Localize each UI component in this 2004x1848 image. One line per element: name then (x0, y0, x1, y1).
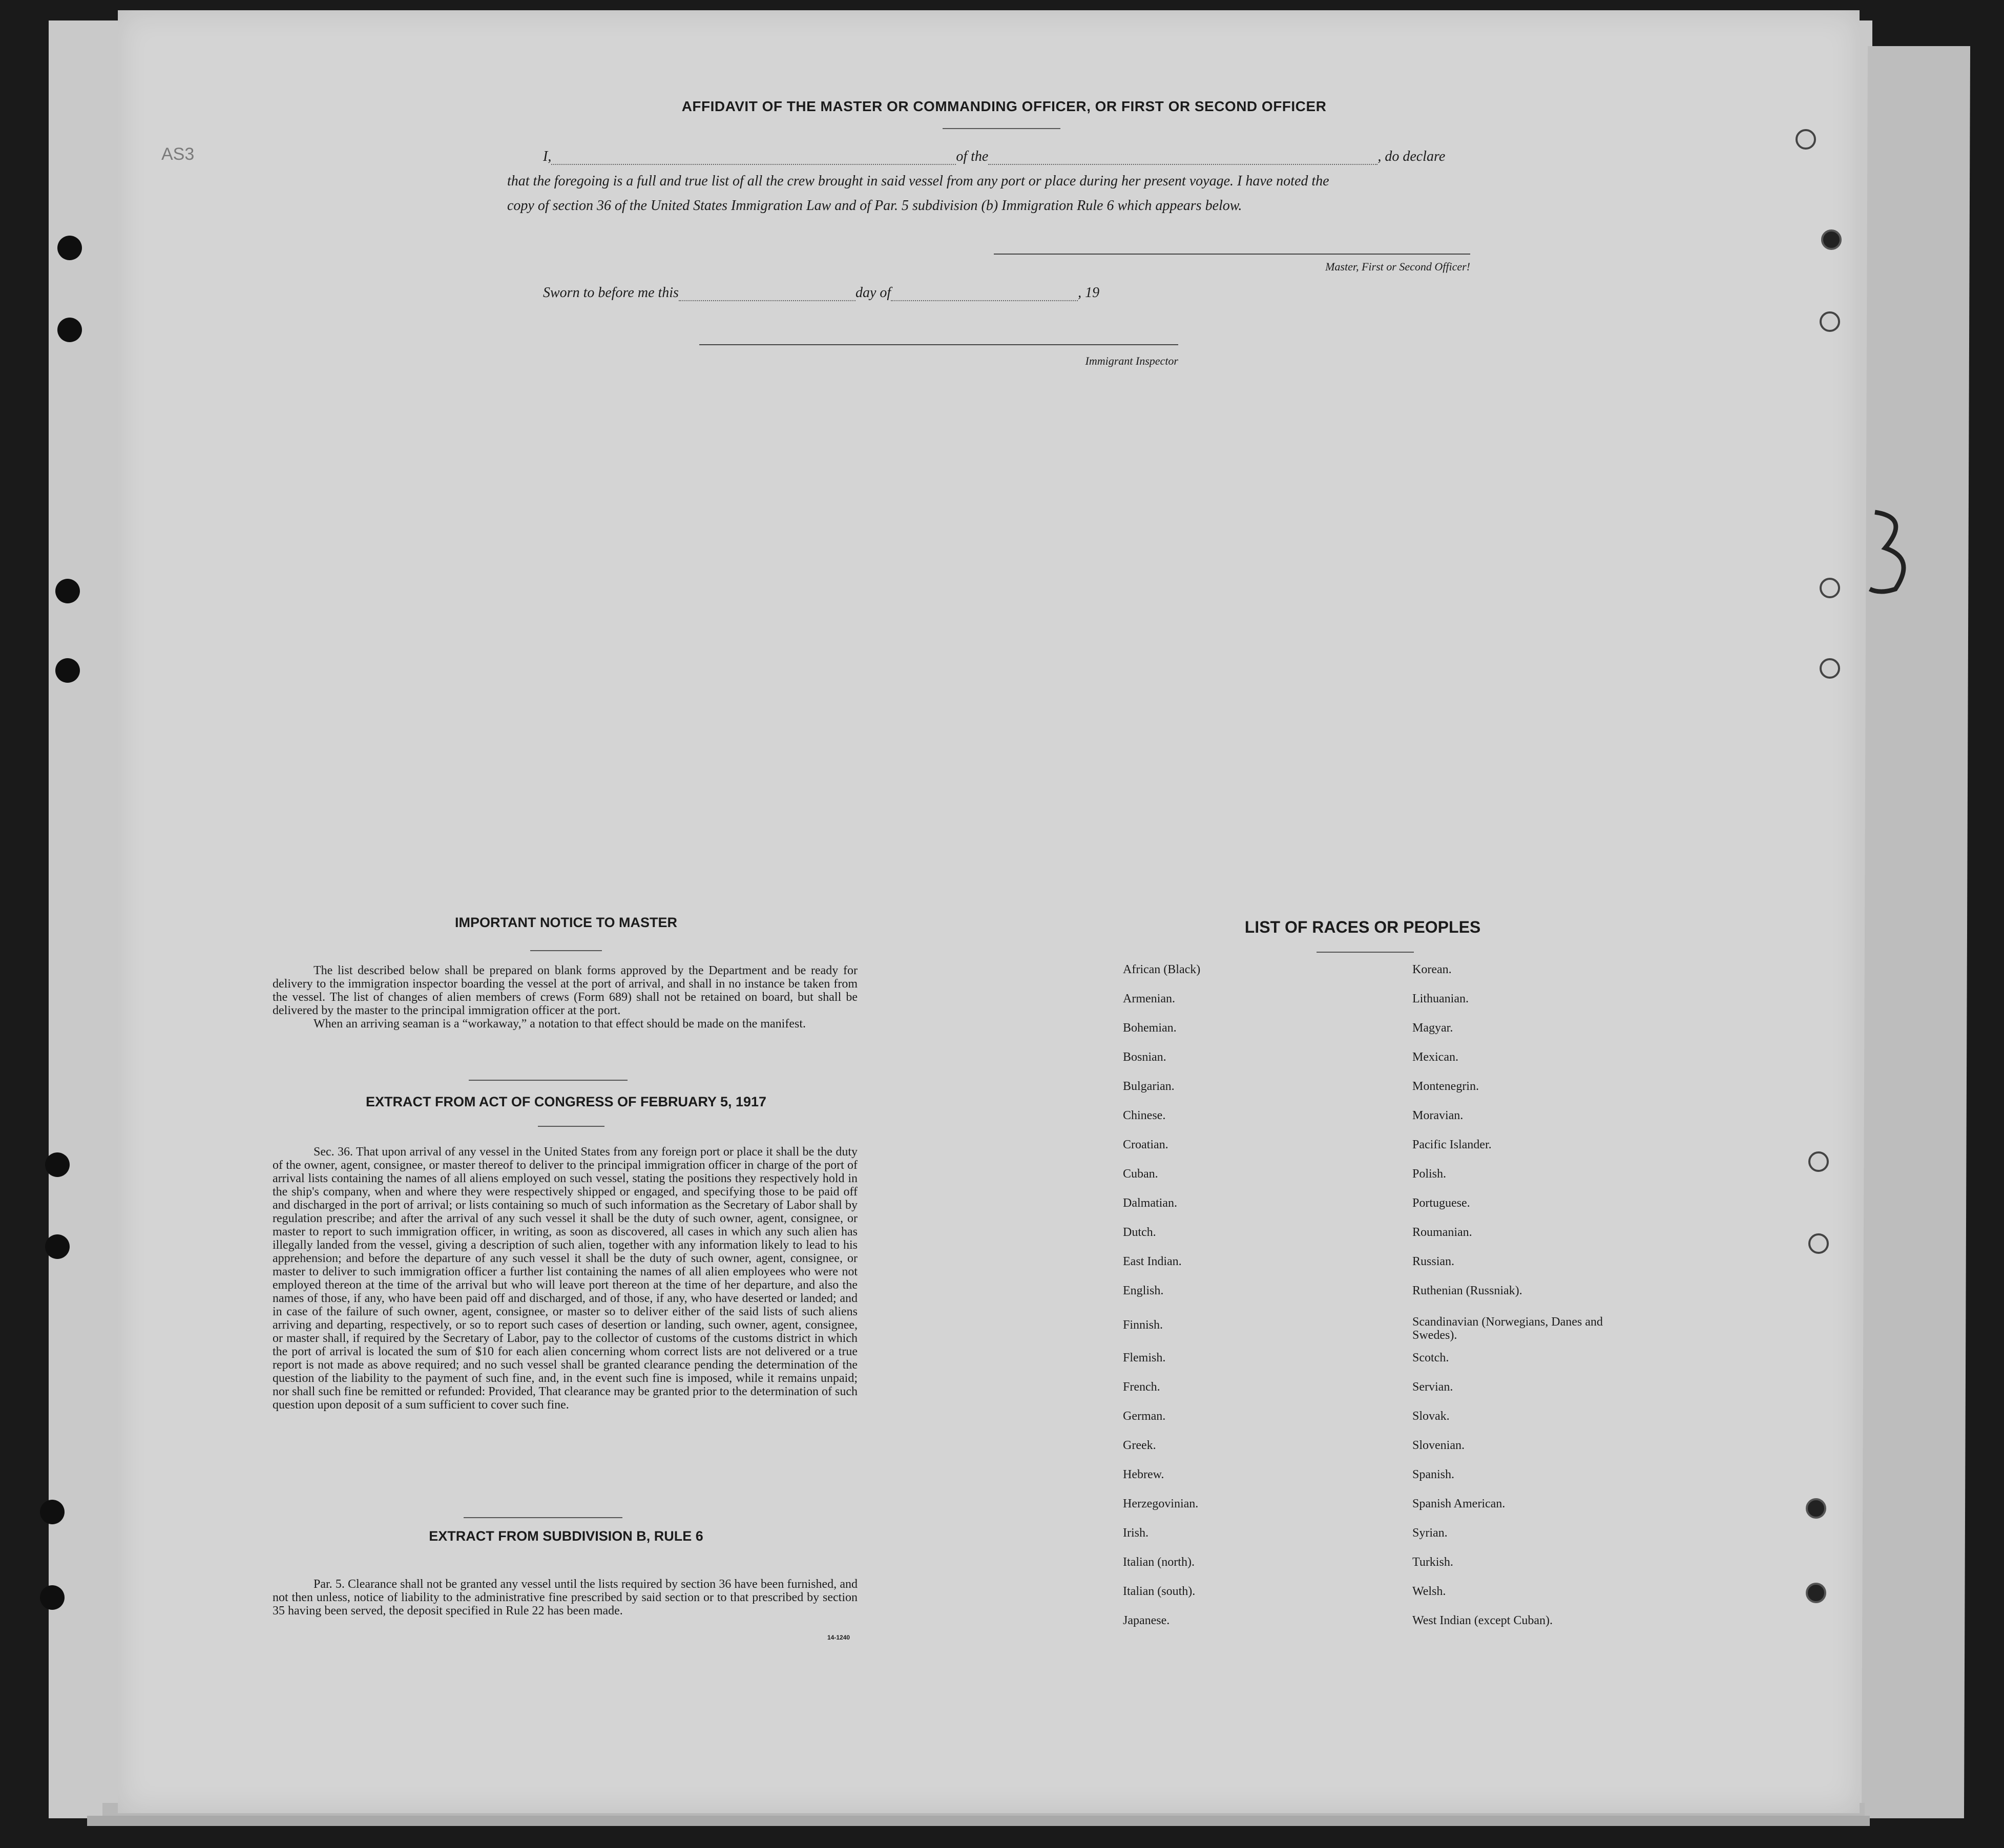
pencil-mark (1865, 502, 1916, 604)
race-item: Cuban. (1123, 1167, 1158, 1181)
binder-ring (1808, 1151, 1829, 1172)
race-item: Mexican. (1412, 1051, 1458, 1064)
race-item: Spanish. (1412, 1468, 1455, 1481)
name-blank[interactable] (551, 151, 956, 165)
race-item: Japanese. (1123, 1614, 1170, 1627)
affidavit-line-1: I, of the , do declare (543, 149, 1446, 164)
race-item: Flemish. (1123, 1351, 1166, 1364)
race-item: East Indian. (1123, 1255, 1182, 1268)
race-item: Slovenian. (1412, 1439, 1465, 1452)
binder-ring (1821, 229, 1842, 250)
race-item: Hebrew. (1123, 1468, 1164, 1481)
race-item: Bohemian. (1123, 1021, 1177, 1035)
race-item: Ruthenian (Russniak). (1412, 1284, 1522, 1297)
officer-signature-line[interactable] (994, 254, 1470, 255)
race-item: Lithuanian. (1412, 992, 1469, 1005)
binder-hole (57, 236, 82, 260)
title-rule (538, 1126, 604, 1127)
race-item: Portuguese. (1412, 1196, 1470, 1210)
title-rule (943, 128, 1060, 129)
title-rule (1317, 952, 1414, 953)
binder-hole (55, 658, 80, 683)
affidavit-line-2: that the foregoing is a full and true list of all the crew brought in said vessel from any port or place during her present voyage. I have noted the (507, 173, 1329, 189)
vessel-blank[interactable] (988, 151, 1377, 165)
section-divider (469, 1080, 628, 1081)
race-item: Pacific Islander. (1412, 1138, 1492, 1151)
binder-ring (1820, 658, 1840, 679)
binder-ring (1820, 311, 1840, 332)
affidavit-title: AFFIDAVIT OF THE MASTER OR COMMANDING OFFICER, OR FIRST OR SECOND OFFICER (681, 98, 1327, 114)
race-item: West Indian (except Cuban). (1412, 1614, 1553, 1627)
binder-hole (45, 1152, 70, 1177)
binder-ring (1806, 1498, 1826, 1519)
race-item: African (Black) (1123, 963, 1201, 976)
binder-ring (1808, 1233, 1829, 1254)
race-item: Bosnian. (1123, 1051, 1166, 1064)
race-item: Herzegovinian. (1123, 1497, 1199, 1510)
race-item: Servian. (1412, 1380, 1453, 1394)
extract-rule-text: Par. 5. Clearance shall not be granted any vessel until the lists required by section 36 have been furnished, and not then unless, notice of liability to the administrative fine prescribed by said section or to that prescribed by section 35 having been served, the deposit specified in Rule 22 has been made. (273, 1578, 858, 1618)
race-item: Italian (north). (1123, 1556, 1195, 1569)
race-item: Magyar. (1412, 1021, 1453, 1035)
race-item: Turkish. (1412, 1556, 1453, 1569)
margin-note: AS3 (161, 144, 195, 164)
race-item: Slovak. (1412, 1410, 1450, 1423)
binder-hole (40, 1500, 65, 1524)
binder-ring (1796, 129, 1816, 150)
race-item: Irish. (1123, 1526, 1149, 1540)
binder-hole (55, 579, 80, 603)
race-item: Spanish American. (1412, 1497, 1506, 1510)
binder-hole (57, 318, 82, 342)
race-item: French. (1123, 1380, 1160, 1394)
race-item: English. (1123, 1284, 1164, 1297)
race-item: Moravian. (1412, 1109, 1464, 1122)
sworn-month-blank[interactable] (891, 287, 1078, 301)
race-item: Montenegrin. (1412, 1080, 1479, 1093)
binder-ring (1820, 578, 1840, 598)
race-item: Korean. (1412, 963, 1452, 976)
binder-hole (40, 1585, 65, 1610)
officer-caption: Master, First or Second Officer! (1325, 260, 1470, 273)
extract-rule-title: EXTRACT FROM SUBDIVISION B, RULE 6 (429, 1528, 703, 1544)
race-item: German. (1123, 1410, 1166, 1423)
race-item: Greek. (1123, 1439, 1156, 1452)
inspector-caption: Immigrant Inspector (1085, 354, 1178, 367)
race-item: Roumanian. (1412, 1226, 1472, 1239)
title-rule (530, 950, 602, 951)
race-item: Scotch. (1412, 1351, 1449, 1364)
race-item: Polish. (1412, 1167, 1447, 1181)
inspector-signature-line[interactable] (699, 344, 1178, 345)
sworn-day-blank[interactable] (679, 287, 855, 301)
affidavit-line-3: copy of section 36 of the United States Immigration Law and of Par. 5 subdivision (b) Immigration Rule 6 which appears below. (507, 198, 1242, 214)
race-item: Dalmatian. (1123, 1196, 1177, 1210)
race-item: Russian. (1412, 1255, 1455, 1268)
form-number: 14-1240 (827, 1634, 850, 1641)
section-divider (464, 1517, 622, 1518)
binder-hole (45, 1234, 70, 1259)
race-item: Bulgarian. (1123, 1080, 1175, 1093)
race-item: Welsh. (1412, 1585, 1446, 1598)
notice-title: IMPORTANT NOTICE TO MASTER (455, 915, 677, 930)
notice-text: The list described below shall be prepared on blank forms approved by the Department and be ready for delivery to the immigration inspector boarding the vessel at the port of arrival, and shall in no instance be taken from the vessel. The list of changes of alien members of crews (Form 689) shall not be retained on board, but shall be delivered by the master to the principal immigration officer at the port. When an arriving seaman is a “workaway,” a notation to that effect should be made on the manifest. (273, 964, 858, 1031)
side-page-edge (1862, 46, 1970, 1818)
race-item: Chinese. (1123, 1109, 1166, 1122)
bottom-page-edge (87, 1816, 1870, 1826)
binder-ring (1806, 1583, 1826, 1603)
extract-act-text: Sec. 36. That upon arrival of any vessel in the United States from any foreign port or place it shall be the duty of the owner, agent, consignee, or master thereof to deliver to the principal immigration officer in charge of the port of arrival lists containing the names of all aliens employed on such vessel, stating the positions they respectively hold in the ship's company, when and where they were respectively shipped or engaged, and specifying those to be paid off and discharged in the port of arrival; or lists containing so much of such information as the Secretary of Labor shall by regulation prescribe; and after the arrival of any such vessel it shall be the duty of such owner, agent, consignee, or master to report to such immigration officer, in writing, as soon as discovered, all cases in which any such alien has illegally landed from the vessel, giving a description of such alien, together with any information likely to lead to his apprehension; and before the departure of any such vessel it shall be the duty of such owner, agent, consignee, or master to deliver to such immigration officer a further list containing the names of all alien employees who were not employed thereon at the time of the arrival but who will leave port thereon at the time of her departure, and also the names of those, if any, who have been paid off and discharged, and of those, if any, who have deserted or landed; and in case of the failure of such owner, agent, consignee, or master so to deliver either of the said lists of such aliens arriving and departing, respectively, or so to report such cases of desertion or landing, such owner, agent, consignee, or master shall, if required by the Secretary of Labor, pay to the collector of customs of the customs district in which the port of arrival is located the sum of $10 for each alien concerning whom correct lists are not delivered or a true report is not made as above required; and no such vessel shall be granted clearance pending the determination of the question of the liability to the payment of such fine, and, in the event such fine is imposed, while it remains unpaid; nor shall such fine be remitted or refunded: Provided, That clearance may be granted prior to the determination of such question upon deposit of a sum sufficient to cover such fine. (273, 1145, 858, 1412)
race-item: Dutch. (1123, 1226, 1156, 1239)
race-item: Croatian. (1123, 1138, 1168, 1151)
race-item: Scandinavian (Norwegians, Danes and Swedes). (1412, 1315, 1603, 1342)
race-item: Finnish. (1123, 1318, 1163, 1332)
race-item: Italian (south). (1123, 1585, 1196, 1598)
race-item: Armenian. (1123, 992, 1175, 1005)
sworn-line: Sworn to before me this day of , 19 (543, 285, 1100, 301)
race-item: Syrian. (1412, 1526, 1448, 1540)
races-title: LIST OF RACES OR PEOPLES (1244, 918, 1481, 936)
extract-act-title: EXTRACT FROM ACT OF CONGRESS OF FEBRUARY 5, 1917 (365, 1094, 767, 1109)
